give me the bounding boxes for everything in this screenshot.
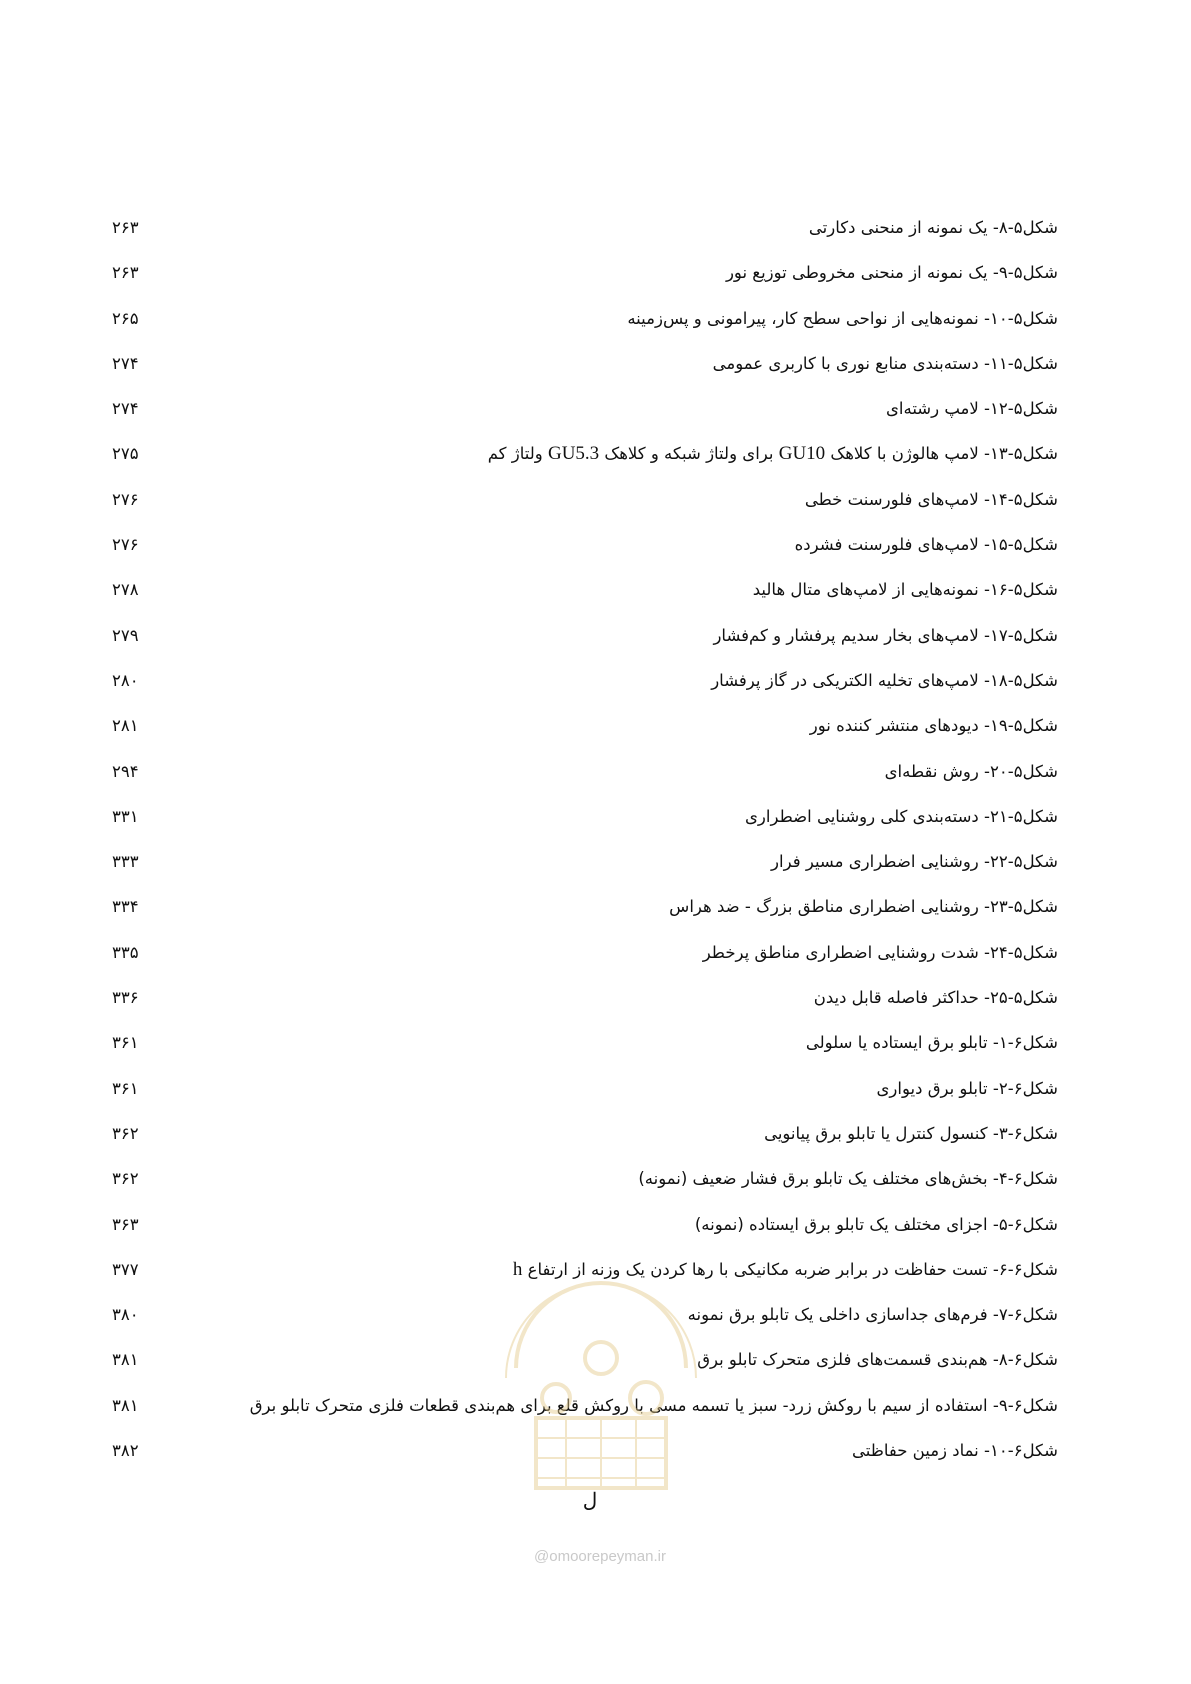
page-number: ۲۷۶	[112, 535, 139, 555]
figure-entry	[112, 759, 1058, 804]
figure-entry	[112, 1030, 1058, 1075]
page-number: ۲۸۰	[112, 670, 139, 690]
figure-entry	[112, 668, 1058, 713]
page-number: ۳۷۷	[112, 1259, 139, 1279]
figure-entry	[112, 940, 1058, 985]
page-number: ۳۳۳	[112, 852, 139, 872]
figure-entry	[112, 1121, 1058, 1166]
page-number: ۳۸۰	[112, 1305, 139, 1325]
figure-title	[488, 441, 1058, 467]
figure-title: شکل۵-۲۲- روشنایی اضطراری مسیر فرار	[771, 852, 1058, 872]
figure-entry	[112, 849, 1058, 894]
figure-title: شکل۵-۲۱- دسته‌بندی کلی روشنایی اضطراری	[745, 806, 1058, 826]
figure-entry	[112, 804, 1058, 849]
figure-entry	[112, 306, 1058, 351]
figure-entry	[112, 215, 1058, 260]
figure-title: شکل۶-۱۰- نماد زمین حفاظتی	[852, 1441, 1058, 1461]
figure-title: شکل۶-۹- استفاده از سیم با روکش زرد- سبز یا تسمه مسی با روکش قلع برای هم‌بندی قطعات فلزی متحرک تابلو برق	[249, 1395, 1058, 1415]
page-number: ۲۷۴	[112, 399, 139, 419]
figure-title: شکل۶-۵- اجزای مختلف یک تابلو برق ایستاده (نمونه)	[694, 1214, 1058, 1234]
page-number: ۲۷۹	[112, 625, 139, 645]
page-number: ۲۶۳	[112, 263, 139, 283]
figure-title-part: برای ولتاژ شبکه و کلاهک	[599, 444, 779, 464]
figure-title: شکل۵-۱۶- نمونه‌هایی از لامپ‌های متال هالید	[752, 580, 1058, 600]
figure-title: شکل۶-۴- بخش‌های مختلف یک تابلو برق فشار ضعیف (نمونه)	[638, 1169, 1058, 1189]
figure-entry	[112, 985, 1058, 1030]
figure-entry	[112, 894, 1058, 939]
figure-title: شکل۵-۲۴- شدت روشنایی اضطراری مناطق پرخطر	[702, 942, 1058, 962]
figure-title: شکل۵-۹- یک نمونه از منحنی مخروطی توزیع نور	[725, 263, 1058, 283]
figure-title: شکل۶-۸- هم‌بندی قسمت‌های فلزی متحرک تابلو برق	[697, 1350, 1058, 1370]
page-number: ۲۷۶	[112, 489, 139, 509]
page-number: ۲۸۱	[112, 716, 139, 736]
figure-entry	[112, 532, 1058, 577]
page-number: ۳۸۱	[112, 1395, 139, 1415]
page-number: ۳۸۱	[112, 1350, 139, 1370]
page-number: ۲۹۴	[112, 761, 139, 781]
page-number: ۲۶۵	[112, 308, 139, 328]
figure-title: شکل۶-۲- تابلو برق دیواری	[876, 1078, 1058, 1098]
figure-title-part: شکل۶-۶- تست حفاظت در برابر ضربه مکانیکی با رها کردن یک وزنه از ارتفاع	[522, 1259, 1058, 1279]
page-number: ۳۳۱	[112, 806, 139, 826]
figure-title: شکل۶-۷- فرم‌های جداسازی داخلی یک تابلو برق نمونه	[687, 1305, 1058, 1325]
figure-title: شکل۵-۱۹- دیودهای منتشر کننده نور	[809, 716, 1058, 736]
figure-title: شکل۵-۱۷- لامپ‌های بخار سدیم پرفشار و کم‌فشار	[713, 625, 1058, 645]
page-letter: ل	[582, 1488, 598, 1512]
page-number: ۳۶۲	[112, 1169, 139, 1189]
page-number: ۲۷۵	[112, 444, 139, 464]
figure-title: شکل۵-۲۰- روش نقطه‌ای	[884, 761, 1058, 781]
figure-entry	[112, 441, 1058, 486]
watermark-text: @omoorepeyman.ir	[534, 1548, 666, 1565]
figure-entry	[112, 487, 1058, 532]
page-number: ۳۳۵	[112, 942, 139, 962]
page-number: ۲۷۸	[112, 580, 139, 600]
figure-entry	[112, 623, 1058, 668]
figure-title: شکل۶-۳- کنسول کنترل یا تابلو برق پیانویی	[764, 1123, 1058, 1143]
page-number: ۲۶۳	[112, 218, 139, 237]
figure-title-latin: GU5.3	[547, 443, 600, 465]
figure-title: شکل۵-۸- یک نمونه از منحنی دکارتی	[808, 218, 1058, 237]
figure-title-part: ولتاژ کم	[487, 444, 548, 464]
page-number: ۲۷۴	[112, 353, 139, 373]
figure-title: شکل۵-۱۱- دسته‌بندی منابع نوری با کاربری عمومی	[712, 353, 1058, 373]
page-number: ۳۸۲	[112, 1441, 139, 1461]
figure-title-latin: GU10	[778, 443, 826, 465]
figure-title-part: شکل۵-۱۳- لامپ هالوژن با کلاهک	[825, 444, 1058, 464]
figure-title: شکل۵-۲۳- روشنایی اضطراری مناطق بزرگ - ضد هراس	[669, 897, 1058, 917]
figure-title: شکل۶-۱- تابلو برق ایستاده یا سلولی	[805, 1033, 1058, 1053]
figure-title: شکل۵-۱۵- لامپ‌های فلورسنت فشرده	[794, 535, 1058, 555]
watermark-logo-icon	[496, 1248, 706, 1518]
figure-title: شکل۵-۱۲- لامپ رشته‌ای	[885, 399, 1058, 419]
figure-title: شکل۵-۱۸- لامپ‌های تخلیه الکتریکی در گاز پرفشار	[711, 670, 1058, 690]
figure-title-latin: h	[512, 1258, 523, 1280]
figure-entry	[112, 577, 1058, 622]
figure-title: شکل۵-۱۴- لامپ‌های فلورسنت خطی	[804, 489, 1058, 509]
figure-entry	[112, 1076, 1058, 1121]
figure-entry	[112, 396, 1058, 441]
figure-entry	[112, 713, 1058, 758]
page-number: ۳۶۱	[112, 1033, 139, 1053]
page-number: ۳۳۴	[112, 897, 139, 917]
page-number: ۳۶۱	[112, 1078, 139, 1098]
figure-entry	[112, 351, 1058, 396]
figure-entry	[112, 260, 1058, 305]
page-number: ۳۶۳	[112, 1214, 139, 1234]
page-number: ۳۳۶	[112, 988, 139, 1008]
figure-entry	[112, 1166, 1058, 1211]
page-number: ۳۶۲	[112, 1123, 139, 1143]
figure-title: شکل۵-۲۵- حداکثر فاصله قابل دیدن	[813, 988, 1058, 1008]
figure-title: شکل۵-۱۰- نمونه‌هایی از نواحی سطح کار، پیرامونی و پس‌زمینه	[627, 308, 1058, 328]
